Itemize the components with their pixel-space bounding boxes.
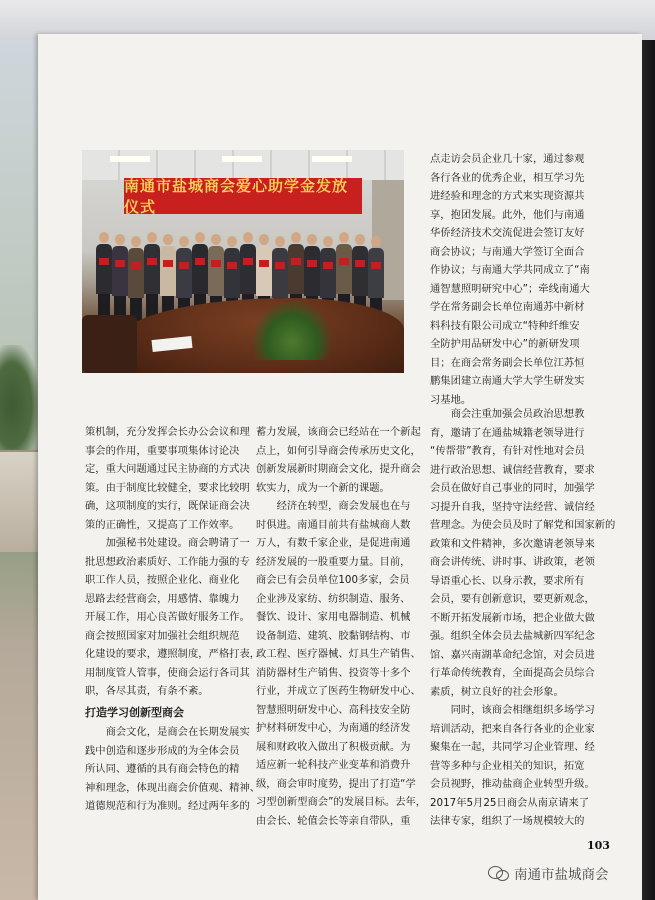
text-line: 事会的作用，重要事项集体讨论决 bbox=[85, 444, 240, 457]
background-gate bbox=[0, 450, 38, 552]
text-line: 料科技有限公司成立“特种纤维安 bbox=[430, 319, 580, 332]
column-middle bbox=[256, 423, 426, 830]
text-line: 作协议；与南通大学共同成立了“南 bbox=[430, 264, 590, 276]
background-right bbox=[640, 40, 655, 900]
text-line: 点上，如何引导商会传承历史文化， bbox=[256, 444, 421, 457]
text-line: 创新发展新时期商会文化，提升商会 bbox=[256, 463, 421, 475]
event-photo bbox=[82, 150, 404, 373]
attendee-figure bbox=[96, 232, 112, 318]
text-line: 全防护用品研发中心”的新研发项 bbox=[430, 338, 580, 350]
text-line: 加强秘书处建设。商会聘请了一 bbox=[85, 537, 250, 549]
text-line: 时俱进。南通目前共有盐城商人数 bbox=[256, 518, 411, 531]
text-line: 护材料研发中心，为南通的经济发 bbox=[256, 722, 411, 734]
page-number: 103 bbox=[587, 839, 610, 852]
section-heading: 打造学习创新型商会 bbox=[85, 705, 184, 719]
attendee-figure bbox=[160, 234, 176, 320]
text-line: 行革命传统教育，全面提高会员综合 bbox=[430, 667, 595, 679]
text-line: 展和财政收入做出了积极贡献。为 bbox=[256, 740, 411, 753]
text-line: 法律专家，组织了一场规模较大的 bbox=[430, 815, 585, 827]
text-line: 习型创新型商会”的发展目标。去年， bbox=[256, 796, 427, 808]
text-line: 策。由于制度比较健全，要求比较明 bbox=[85, 481, 250, 494]
text-line: 政工程、医疗器械、灯具生产销售、 bbox=[256, 648, 421, 660]
text-line: 批思想政治素质好、工作能力强的专 bbox=[85, 555, 250, 568]
text-line: 营理念。为使会员及时了解党和国家新的 bbox=[430, 519, 616, 531]
text-line: 职工作人员，按照企业化、商业化 bbox=[85, 574, 240, 586]
text-line: 商会按照国家对加强社会组织规范 bbox=[85, 629, 240, 642]
text-line: 馆、嘉兴南湖革命纪念馆，对会员进 bbox=[430, 648, 595, 661]
text-line: 策机制，充分发挥会长办公会议和理 bbox=[85, 426, 250, 438]
text-line: 化建设的要求，遵照制度，严格打表， bbox=[85, 648, 261, 660]
text-line: 导语重心长、以身示教，要求所有 bbox=[430, 574, 585, 587]
text-line: 由会长、轮值会长等亲自带队，重 bbox=[256, 814, 411, 827]
text-line: 行业，并成立了医药生物研发中心、 bbox=[256, 685, 421, 697]
text-line: 商会注重加强会员政治思想教 bbox=[430, 408, 585, 420]
text-line: 商会已有会员单位100多家，会员 bbox=[256, 574, 410, 586]
leather-chair bbox=[82, 315, 137, 373]
text-line: 培训活动，把来自各行各业的企业家 bbox=[430, 722, 595, 735]
text-line: 商会讲传统、讲时事、讲政策，老领 bbox=[430, 556, 595, 568]
text-line: 会员视野，推动盐商企业转型升级。 bbox=[430, 778, 595, 790]
ceiling-light bbox=[110, 156, 150, 162]
text-line: 开展工作，用心良苦做好服务工作。 bbox=[85, 611, 250, 623]
text-line: 消防器材生产销售、投资等十多个 bbox=[256, 666, 411, 679]
text-line: 各行各业的优秀企业，相互学习先 bbox=[430, 171, 585, 184]
text-line: 思路去经营商会，用感情、靠魄力 bbox=[85, 592, 240, 605]
text-line: 所认同、遵循的具有商会特色的精 bbox=[85, 763, 240, 775]
text-line: 目；在商会常务副会长单位江苏恒 bbox=[430, 356, 585, 369]
text-line: 享，抱团发展。此外，他们与南通 bbox=[430, 208, 585, 221]
attendee-figure bbox=[112, 234, 128, 320]
text-line: 进经验和理念的方式来实现资源共 bbox=[430, 190, 585, 202]
text-line: 聚集在一起，共同学习企业管理、经 bbox=[430, 741, 595, 753]
text-line: 华侨经济技术交流促进会签订友好 bbox=[430, 227, 585, 239]
text-line: 经济在转型，商会发展也在与 bbox=[256, 500, 411, 512]
watermark bbox=[488, 863, 609, 883]
text-line: 设备制造、建筑、胶黏钢结构、市 bbox=[256, 629, 411, 642]
text-line: 践中创造和逐步形成的为全体会员 bbox=[85, 744, 240, 757]
potted-plant bbox=[252, 300, 332, 360]
text-line: 定，重大问题通过民主协商的方式决 bbox=[85, 463, 250, 475]
text-line: 商会文化，是商会在长期发展实 bbox=[85, 726, 250, 738]
text-line: 职，各尽其责，有条不紊。 bbox=[85, 685, 209, 697]
text-line: 会员，要有创新意识，要更新观念， bbox=[430, 593, 595, 605]
text-line: 同时，该商会相继组织多场学习 bbox=[430, 704, 595, 716]
ceiling-light bbox=[222, 156, 262, 162]
attendee-figure bbox=[144, 232, 160, 318]
text-line: 商会协议；与南通大学签订全面合 bbox=[430, 245, 585, 258]
text-line: 策的正确性，又提高了工作效率。 bbox=[85, 518, 240, 531]
text-line: 用制度管人管事，使商会运行各司其 bbox=[85, 666, 250, 679]
ceiling-light bbox=[312, 156, 352, 162]
text-line: 适应新一轮科技产业变革和消费升 bbox=[256, 759, 411, 771]
wechat-icon bbox=[488, 864, 510, 882]
text-line: 素质，树立良好的社会形象。 bbox=[430, 685, 564, 698]
text-line: 营等多种与企业相关的知识，拓宽 bbox=[430, 759, 585, 772]
text-line: 级，商会审时度势，提出了打造“学 bbox=[256, 777, 416, 790]
text-line: 2017年5月25日商会从南京请来了 bbox=[430, 796, 590, 809]
text-line: 会员在做好自己事业的同时，加强学 bbox=[430, 482, 595, 494]
background-tree bbox=[0, 345, 40, 465]
text-line: 神和理念，体现出商会价值观、精神、 bbox=[85, 781, 261, 794]
text-line: 企业涉及家纺、纺织制造、服务、 bbox=[256, 592, 411, 605]
text-line: 智慧照明研发中心、高科技安全防 bbox=[256, 703, 411, 716]
text-line: 习提升自我，坚持守法经营、诚信经 bbox=[430, 500, 595, 513]
text-line: 不断开拓发展新市场，把企业做大做 bbox=[430, 611, 595, 624]
text-line: 学在常务副会长单位南通苏中新材 bbox=[430, 301, 585, 313]
text-line: 万人，有数千家企业，是促进南通 bbox=[256, 537, 411, 549]
text-line: 软实力，成为一个新的课题。 bbox=[256, 481, 390, 494]
text-line: 习基地。 bbox=[430, 393, 472, 406]
text-line: 政策和文件精神，多次邀请老领导来 bbox=[430, 537, 595, 550]
column-right-top bbox=[430, 150, 590, 409]
text-line: 育，邀请了在通盐城籍老领导进行 bbox=[430, 426, 585, 439]
text-line: 餐饮、设计、家用电器制造、机械 bbox=[256, 611, 411, 623]
text-line: 蓄力发展，该商会已经站在一个新起 bbox=[256, 426, 421, 438]
text-line: 道德规范和行为准则。经过两年多的 bbox=[85, 800, 250, 812]
text-line: 确，这项制度的实行，既保证商会决 bbox=[85, 500, 250, 512]
text-line: 经济发展的一股重要力量。目前， bbox=[256, 555, 411, 568]
watermark-text: 南通市盐城商会 bbox=[514, 867, 609, 883]
attendee-figure bbox=[128, 236, 144, 322]
text-line: 通智慧照明研究中心”；牵线南通大 bbox=[430, 282, 590, 295]
text-line: 强。组织全体会员去盐城新四军纪念 bbox=[430, 630, 595, 642]
text-line: 鹏集团建立南通大学大学生研发实 bbox=[430, 375, 585, 387]
text-line: 进行政治思想、诚信经营教育，要求 bbox=[430, 463, 595, 476]
event-banner: 南通市盐城商会爱心助学金发放仪式 bbox=[124, 178, 362, 214]
column-left bbox=[85, 423, 260, 816]
text-line: “传帮带”教育，有针对性地对会员 bbox=[430, 445, 585, 457]
column-right-bottom bbox=[430, 405, 615, 831]
text-line: 点走访会员企业几十家，通过参观 bbox=[430, 153, 585, 165]
